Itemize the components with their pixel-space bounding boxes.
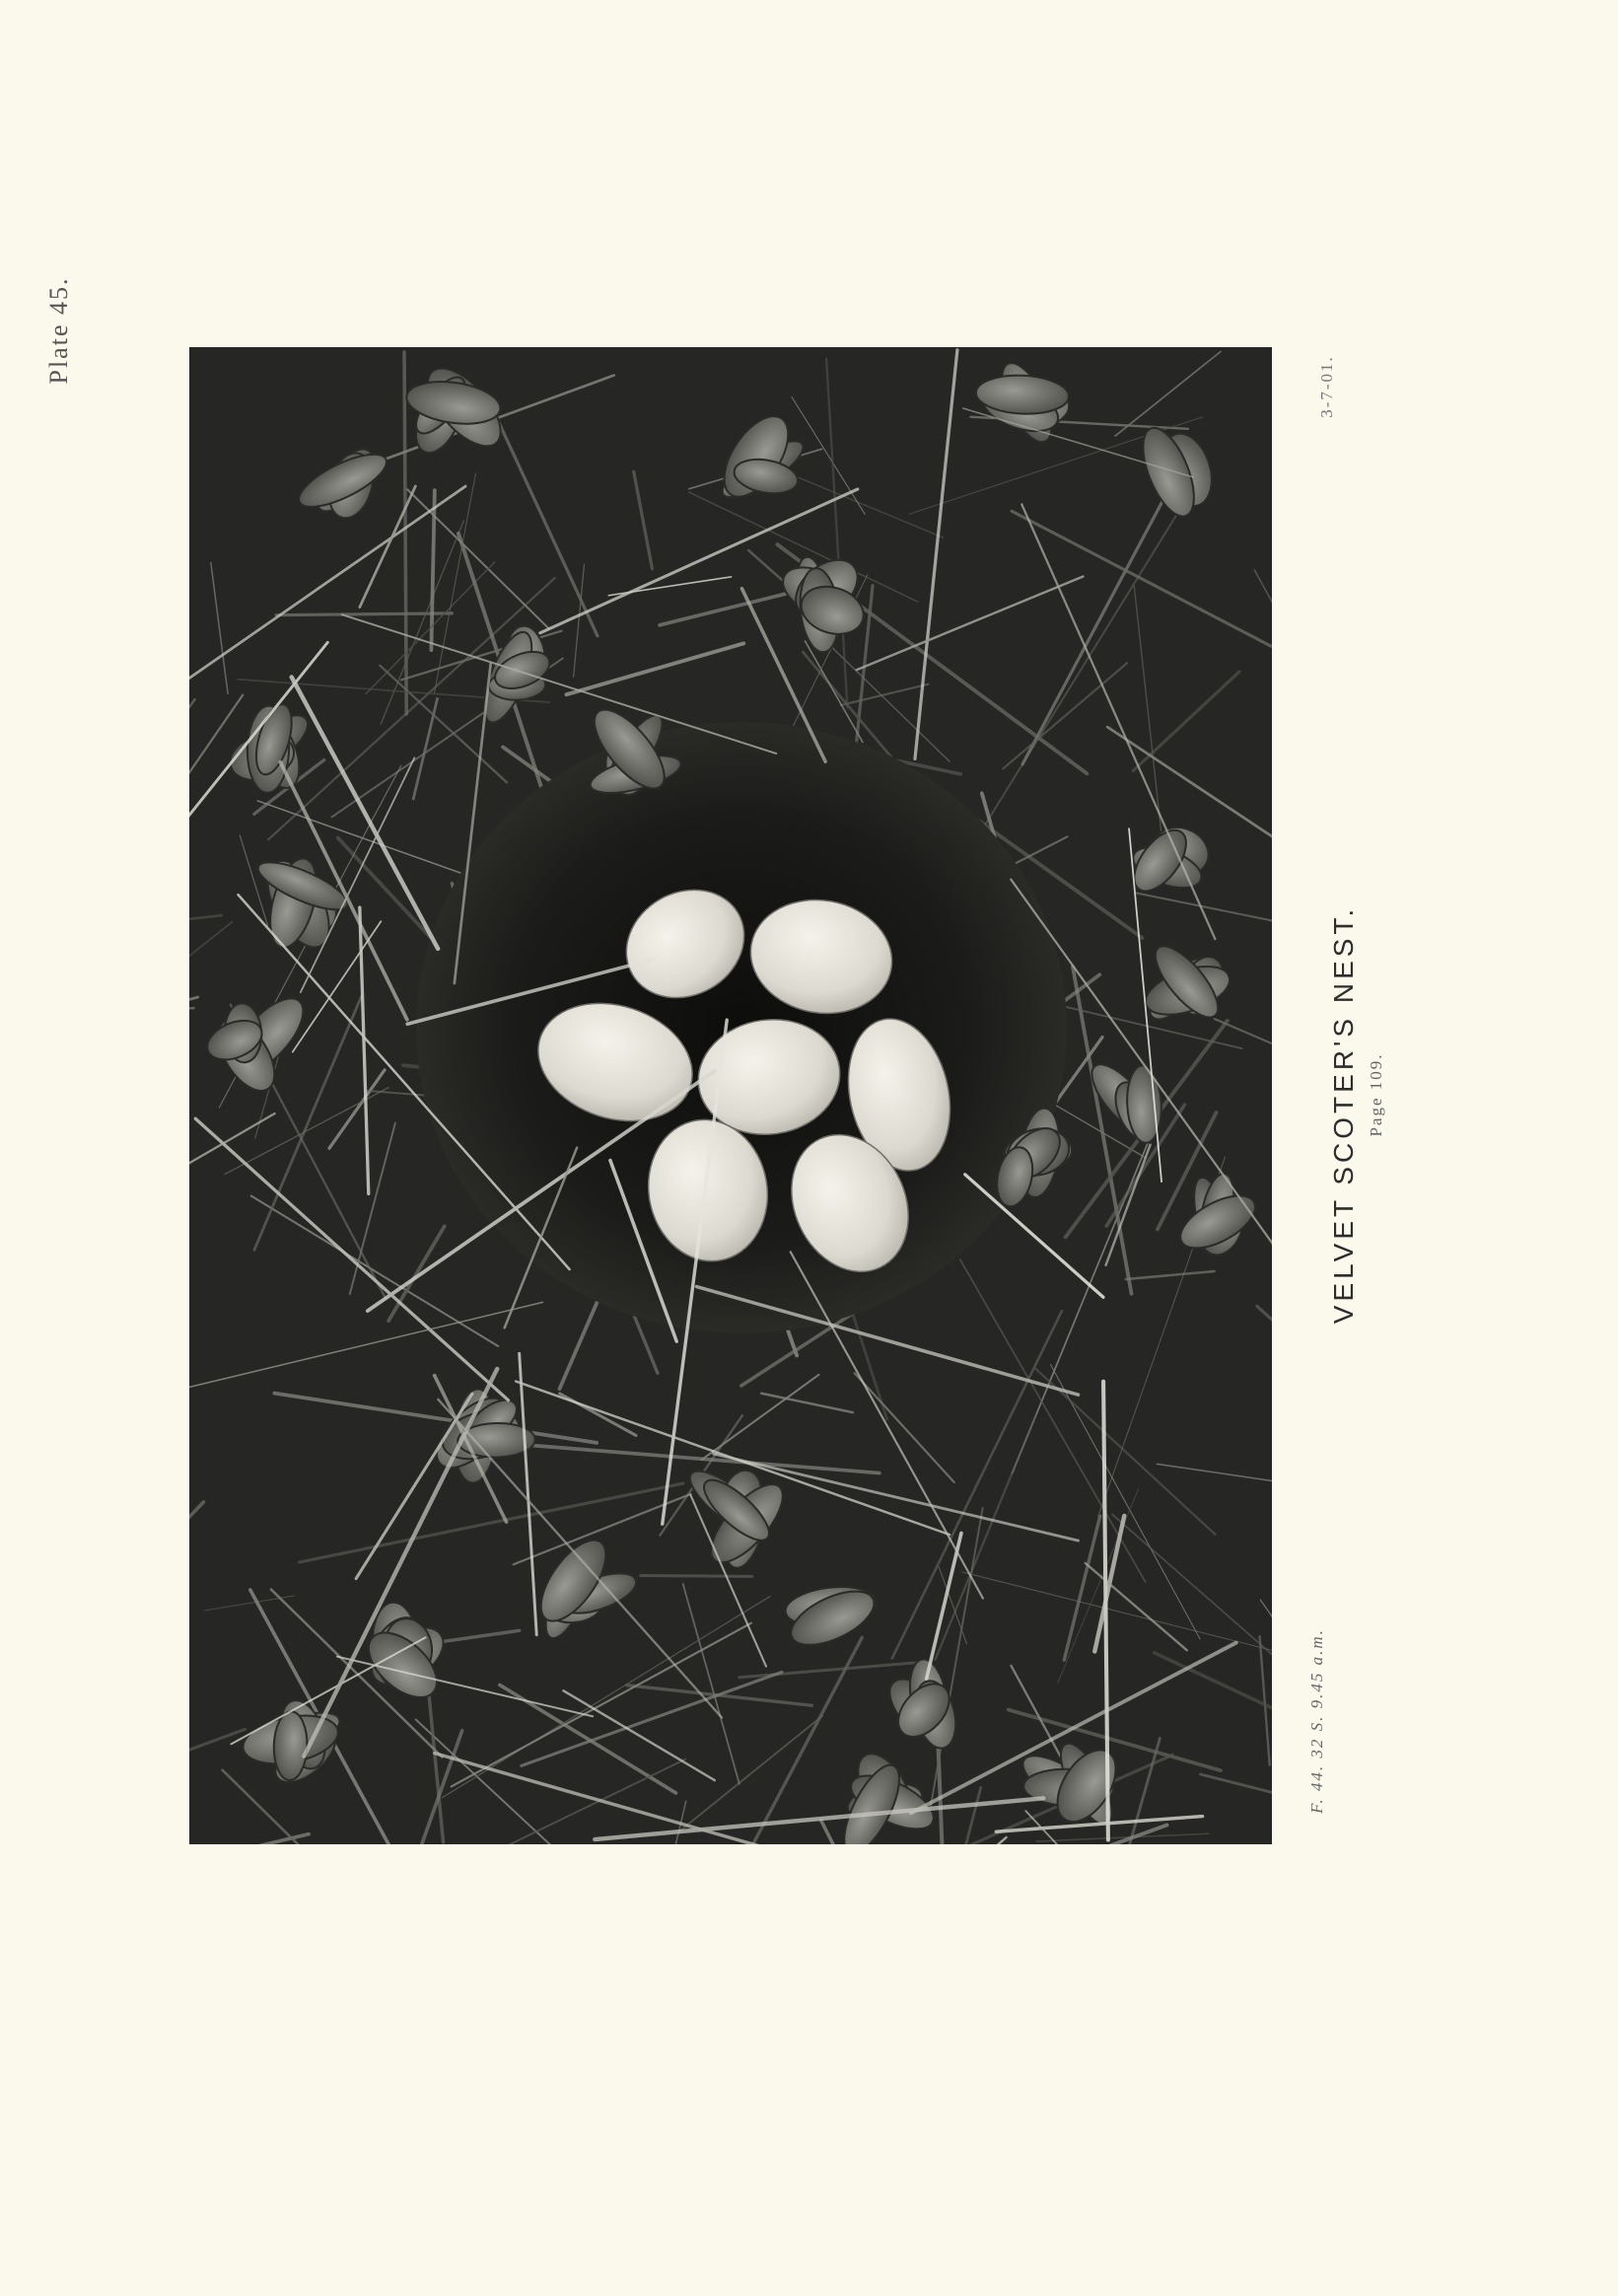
plate-number: Plate 45. (44, 276, 73, 385)
caption-title: VELVET SCOTER'S NEST. (1328, 904, 1359, 1325)
photo-exposure-info: F. 44. 32 S. 9.45 a.m. (1307, 1628, 1326, 1814)
nest-photograph (189, 347, 1272, 1844)
caption-page-reference: Page 109. (1367, 1052, 1385, 1137)
photo-date: 3-7-01. (1317, 355, 1336, 418)
